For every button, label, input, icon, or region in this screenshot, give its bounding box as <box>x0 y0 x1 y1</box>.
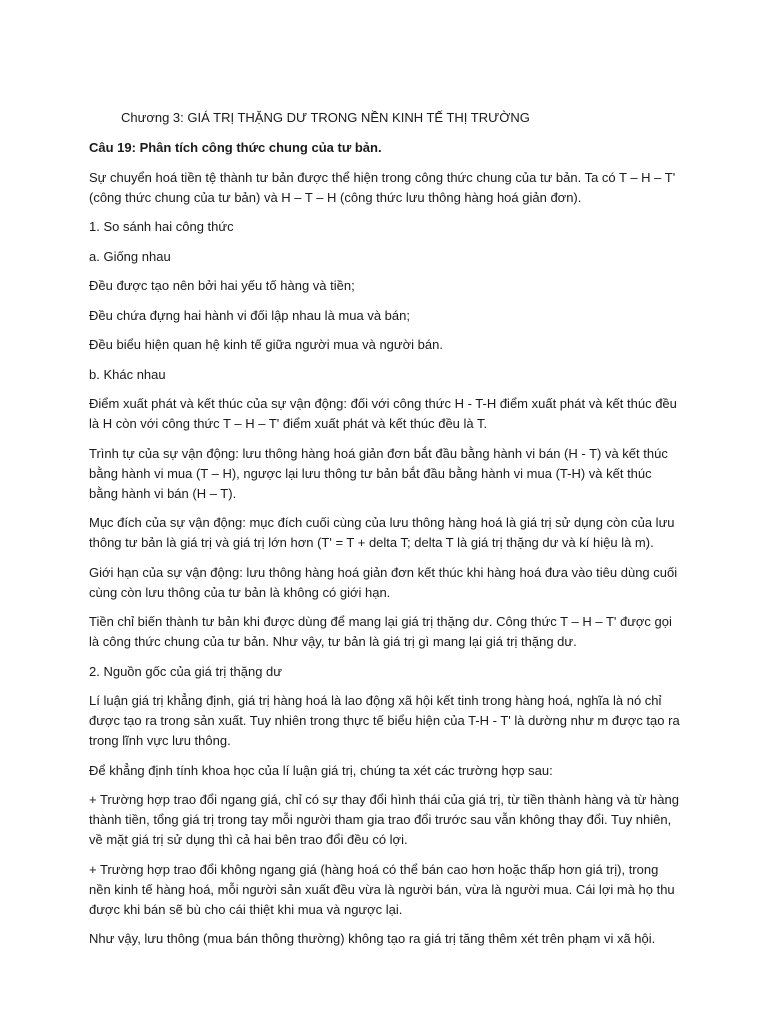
paragraph: + Trường hợp trao đổi ngang giá, chỉ có sự thay đổi hình thái của giá trị, từ tiền thành hàng và từ hàng thành tiền, tổng giá trị trong tay mỗi người tham gia trao đổi trước sau vẫn không thay đổi. Tuy nhiên, về mặt giá trị sử dụng thì cả hai bên trao đổi đều có lợi. <box>89 792 679 847</box>
section-heading: 1. So sánh hai công thức <box>89 219 234 234</box>
document-page <box>89 108 683 959</box>
paragraph: Đều biểu hiện quan hệ kinh tế giữa người mua và người bán. <box>89 337 443 352</box>
paragraph: Điểm xuất phát và kết thúc của sự vận động: đối với công thức H - T-H điểm xuất phát và kết thúc đều là H còn với công thức T – H – T' điểm xuất phát và kết thúc đều là T. <box>89 396 677 431</box>
chapter-title: Chương 3: GIÁ TRỊ THẶNG DƯ TRONG NỀN KINH TẾ THỊ TRƯỜNG <box>121 110 530 125</box>
paragraph: Trình tự của sự vận động: lưu thông hàng hoá giản đơn bắt đầu bằng hành vi bán (H - T) và kết thúc bằng hành vi mua (T – H), ngược lại lưu thông tư bản bắt đầu bằng hành vi mua (T-H) và kết thúc bằng hành vi bán (H – T). <box>89 445 668 501</box>
paragraph: Sự chuyển hoá tiền tệ thành tư bản được thể hiện trong công thức chung của tư bản. Ta có T – H – T' (công thức chung của tư bản) và H – T – H (công thức lưu thông hàng hoá giản đơn). <box>89 169 676 205</box>
paragraph: Đều chứa đựng hai hành vi đối lập nhau là mua và bán; <box>89 307 410 323</box>
paragraph: Đều được tạo nên bởi hai yếu tố hàng và tiền; <box>89 278 355 293</box>
paragraph: Như vậy, lưu thông (mua bán thông thường) không tạo ra giá trị tăng thêm xét trên phạm vi xã hội. <box>89 931 656 946</box>
paragraph: Tiền chỉ biến thành tư bản khi được dùng để mang lại giá trị thặng dư. Công thức T – H – T' được gọi là công thức chung của tư bản. Như vậy, tư bản là giá trị gì mang lại giá trị thặng dư. <box>89 614 672 649</box>
paragraph: Mục đích của sự vận động: mục đích cuối cùng của lưu thông hàng hoá là giá trị sử dụng còn của lưu thông tư bản là giá trị và giá trị lớn hơn (T' = T + delta T; delta T là giá trị thặng dư và kí hiệu là m). <box>89 515 675 550</box>
section-heading: 2. Nguồn gốc của giá trị thặng dư <box>89 663 282 679</box>
paragraph: + Trường hợp trao đổi không ngang giá (hàng hoá có thể bán cao hơn hoặc thấp hơn giá trị), trong nền kinh tế hàng hoá, mỗi người sản xuất đều vừa là người bán, vừa là người mua. Cái lợi mà họ thu được khi bán sẽ bù cho cái thiệt khi mua và ngược lại. <box>89 861 675 917</box>
paragraph: Lí luận giá trị khẳng định, giá trị hàng hoá là lao động xã hội kết tinh trong hàng hoá, nghĩa là nó chỉ được tạo ra trong sản xuất. Tuy nhiên trong thực tế biểu hiện của T-H - T' là dường như m được tạo ra trong lĩnh vực lưu thông. <box>89 693 680 748</box>
paragraph: Để khẳng định tính khoa học của lí luận giá trị, chúng ta xét các trường hợp sau: <box>89 762 553 778</box>
subsection-heading: b. Khác nhau <box>89 366 166 382</box>
paragraph: Giới hạn của sự vận động: lưu thông hàng hoá giản đơn kết thúc khi hàng hoá đưa vào tiêu dùng cuối cùng còn lưu thông của tư bản là không có giới hạn. <box>89 564 678 600</box>
subsection-heading: a. Giống nhau <box>89 248 171 264</box>
question-heading: Câu 19: Phân tích công thức chung của tư bản. <box>89 140 382 155</box>
